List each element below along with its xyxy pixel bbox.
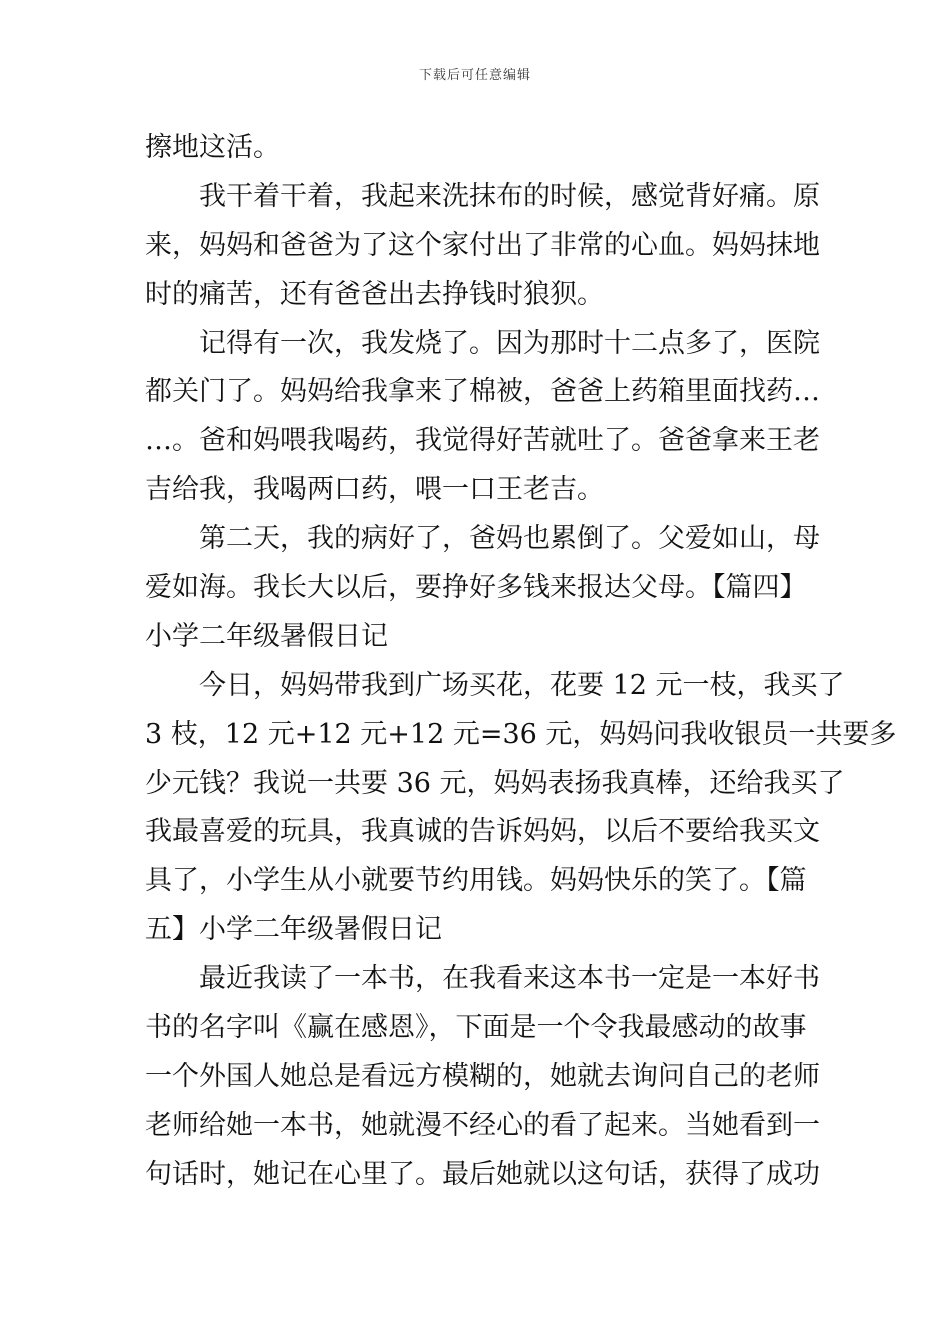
text-line: …。爸和妈喂我喝药，我觉得好苦就吐了。爸爸拿来王老	[145, 425, 820, 457]
text-line: 最近我读了一本书，在我看来这本书一定是一本好书	[199, 963, 820, 995]
text-line: 我干着干着，我起来洗抹布的时候，感觉背好痛。原	[199, 180, 820, 212]
text-line: 我最喜爱的玩具，我真诚的告诉妈妈，以后不要给我买文	[145, 816, 820, 848]
text-line: 具了，小学生从小就要节约用钱。妈妈快乐的笑了。【篇	[145, 865, 807, 897]
text-line: 3 枝，12 元+12 元+12 元=36 元，妈妈问我收银员一共要多	[145, 718, 897, 750]
text-line: 五】小学二年级暑假日记	[145, 914, 442, 946]
text-line: 记得有一次，我发烧了。因为那时十二点多了，医院	[199, 327, 820, 359]
text-line: 第二天，我的病好了，爸妈也累倒了。父爱如山，母	[199, 523, 820, 555]
text-line: 少元钱？我说一共要 36 元，妈妈表扬我真棒，还给我买了	[145, 767, 845, 799]
text-line: 老师给她一本书，她就漫不经心的看了起来。当她看到一	[145, 1109, 820, 1141]
text-line: 一个外国人她总是看远方模糊的，她就去询问自己的老师	[145, 1060, 820, 1092]
text-line: 时的痛苦，还有爸爸出去挣钱时狼狈。	[145, 278, 604, 310]
text-line: 句话时，她记在心里了。最后她就以这句话，获得了成功	[145, 1158, 820, 1190]
document-body	[145, 124, 897, 1200]
text-line: 书的名字叫《赢在感恩》，下面是一个令我最感动的故事	[145, 1012, 807, 1044]
page-header: 下载后可任意编辑	[418, 68, 531, 83]
text-line: 吉给我，我喝两口药，喂一口王老吉。	[145, 474, 604, 506]
text-line: 都关门了。妈妈给我拿来了棉被，爸爸上药箱里面找药…	[145, 376, 820, 408]
text-line: 今日，妈妈带我到广场买花，花要 12 元一枝，我买了	[199, 669, 845, 701]
text-line: 小学二年级暑假日记	[145, 620, 388, 652]
text-line: 爱如海。我长大以后，要挣好多钱来报达父母。【篇四】	[145, 572, 807, 604]
text-line: 来，妈妈和爸爸为了这个家付出了非常的心血。妈妈抹地	[145, 229, 820, 261]
text-line: 擦地这活。	[145, 132, 280, 163]
